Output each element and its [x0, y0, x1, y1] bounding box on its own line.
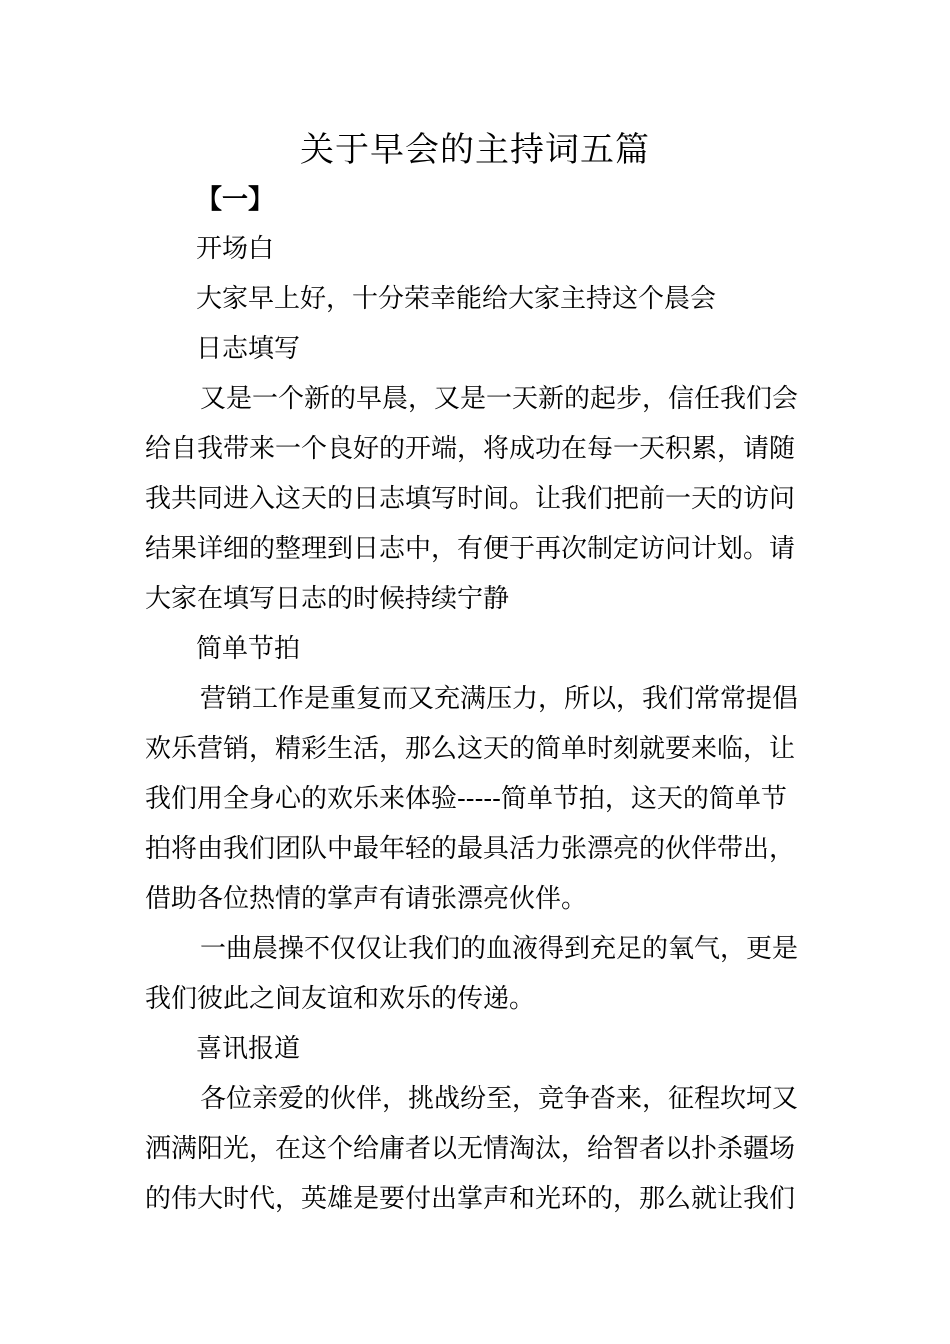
rhythm-paragraph-line: 借助各位热情的掌声有请张漂亮伙伴。	[145, 884, 588, 914]
rhythm-paragraph-line: 拍将由我们团队中最年轻的最具活力张漂亮的伙伴带出，	[145, 834, 796, 864]
heading-opening: 开场白	[196, 234, 275, 264]
rhythm-paragraph-line: 我们用全身心的欢乐来体验-----简单节拍，这天的简单节	[145, 784, 787, 814]
news-paragraph-line: 洒满阳光，在这个给庸者以无情淘汰，给智者以扑杀疆场	[145, 1134, 796, 1164]
news-paragraph-line: 各位亲爱的伙伴，挑战纷至，竞争沓来，征程坎坷又	[200, 1084, 799, 1114]
rhythm-paragraph-2-line: 一曲晨操不仅仅让我们的血液得到充足的氧气，更是	[200, 934, 799, 964]
news-paragraph-line: 的伟大时代，英雄是要付出掌声和光环的，那么就让我们	[145, 1184, 796, 1214]
heading-log: 日志填写	[196, 334, 301, 364]
log-paragraph-line: 结果详细的整理到日志中，有便于再次制定访问计划。请	[145, 534, 796, 564]
log-paragraph-line: 又是一个新的早晨，又是一天新的起步，信任我们会	[200, 384, 799, 414]
rhythm-paragraph-line: 欢乐营销，精彩生活，那么这天的简单时刻就要来临，让	[145, 734, 796, 764]
rhythm-paragraph-line: 营销工作是重复而又充满压力，所以，我们常常提倡	[200, 684, 799, 714]
log-paragraph-line: 大家在填写日志的时候持续宁静	[145, 584, 510, 614]
heading-rhythm: 简单节拍	[196, 634, 301, 664]
heading-news: 喜讯报道	[196, 1034, 301, 1064]
opening-line: 大家早上好，十分荣幸能给大家主持这个晨会	[196, 284, 717, 314]
log-paragraph-line: 给自我带来一个良好的开端，将成功在每一天积累，请随	[145, 434, 796, 464]
section-label: 【一】	[196, 185, 275, 215]
log-paragraph-line: 我共同进入这天的日志填写时间。让我们把前一天的访问	[145, 484, 796, 514]
document-title: 关于早会的主持词五篇	[300, 130, 650, 170]
rhythm-paragraph-2-line: 我们彼此之间友谊和欢乐的传递。	[145, 984, 536, 1014]
